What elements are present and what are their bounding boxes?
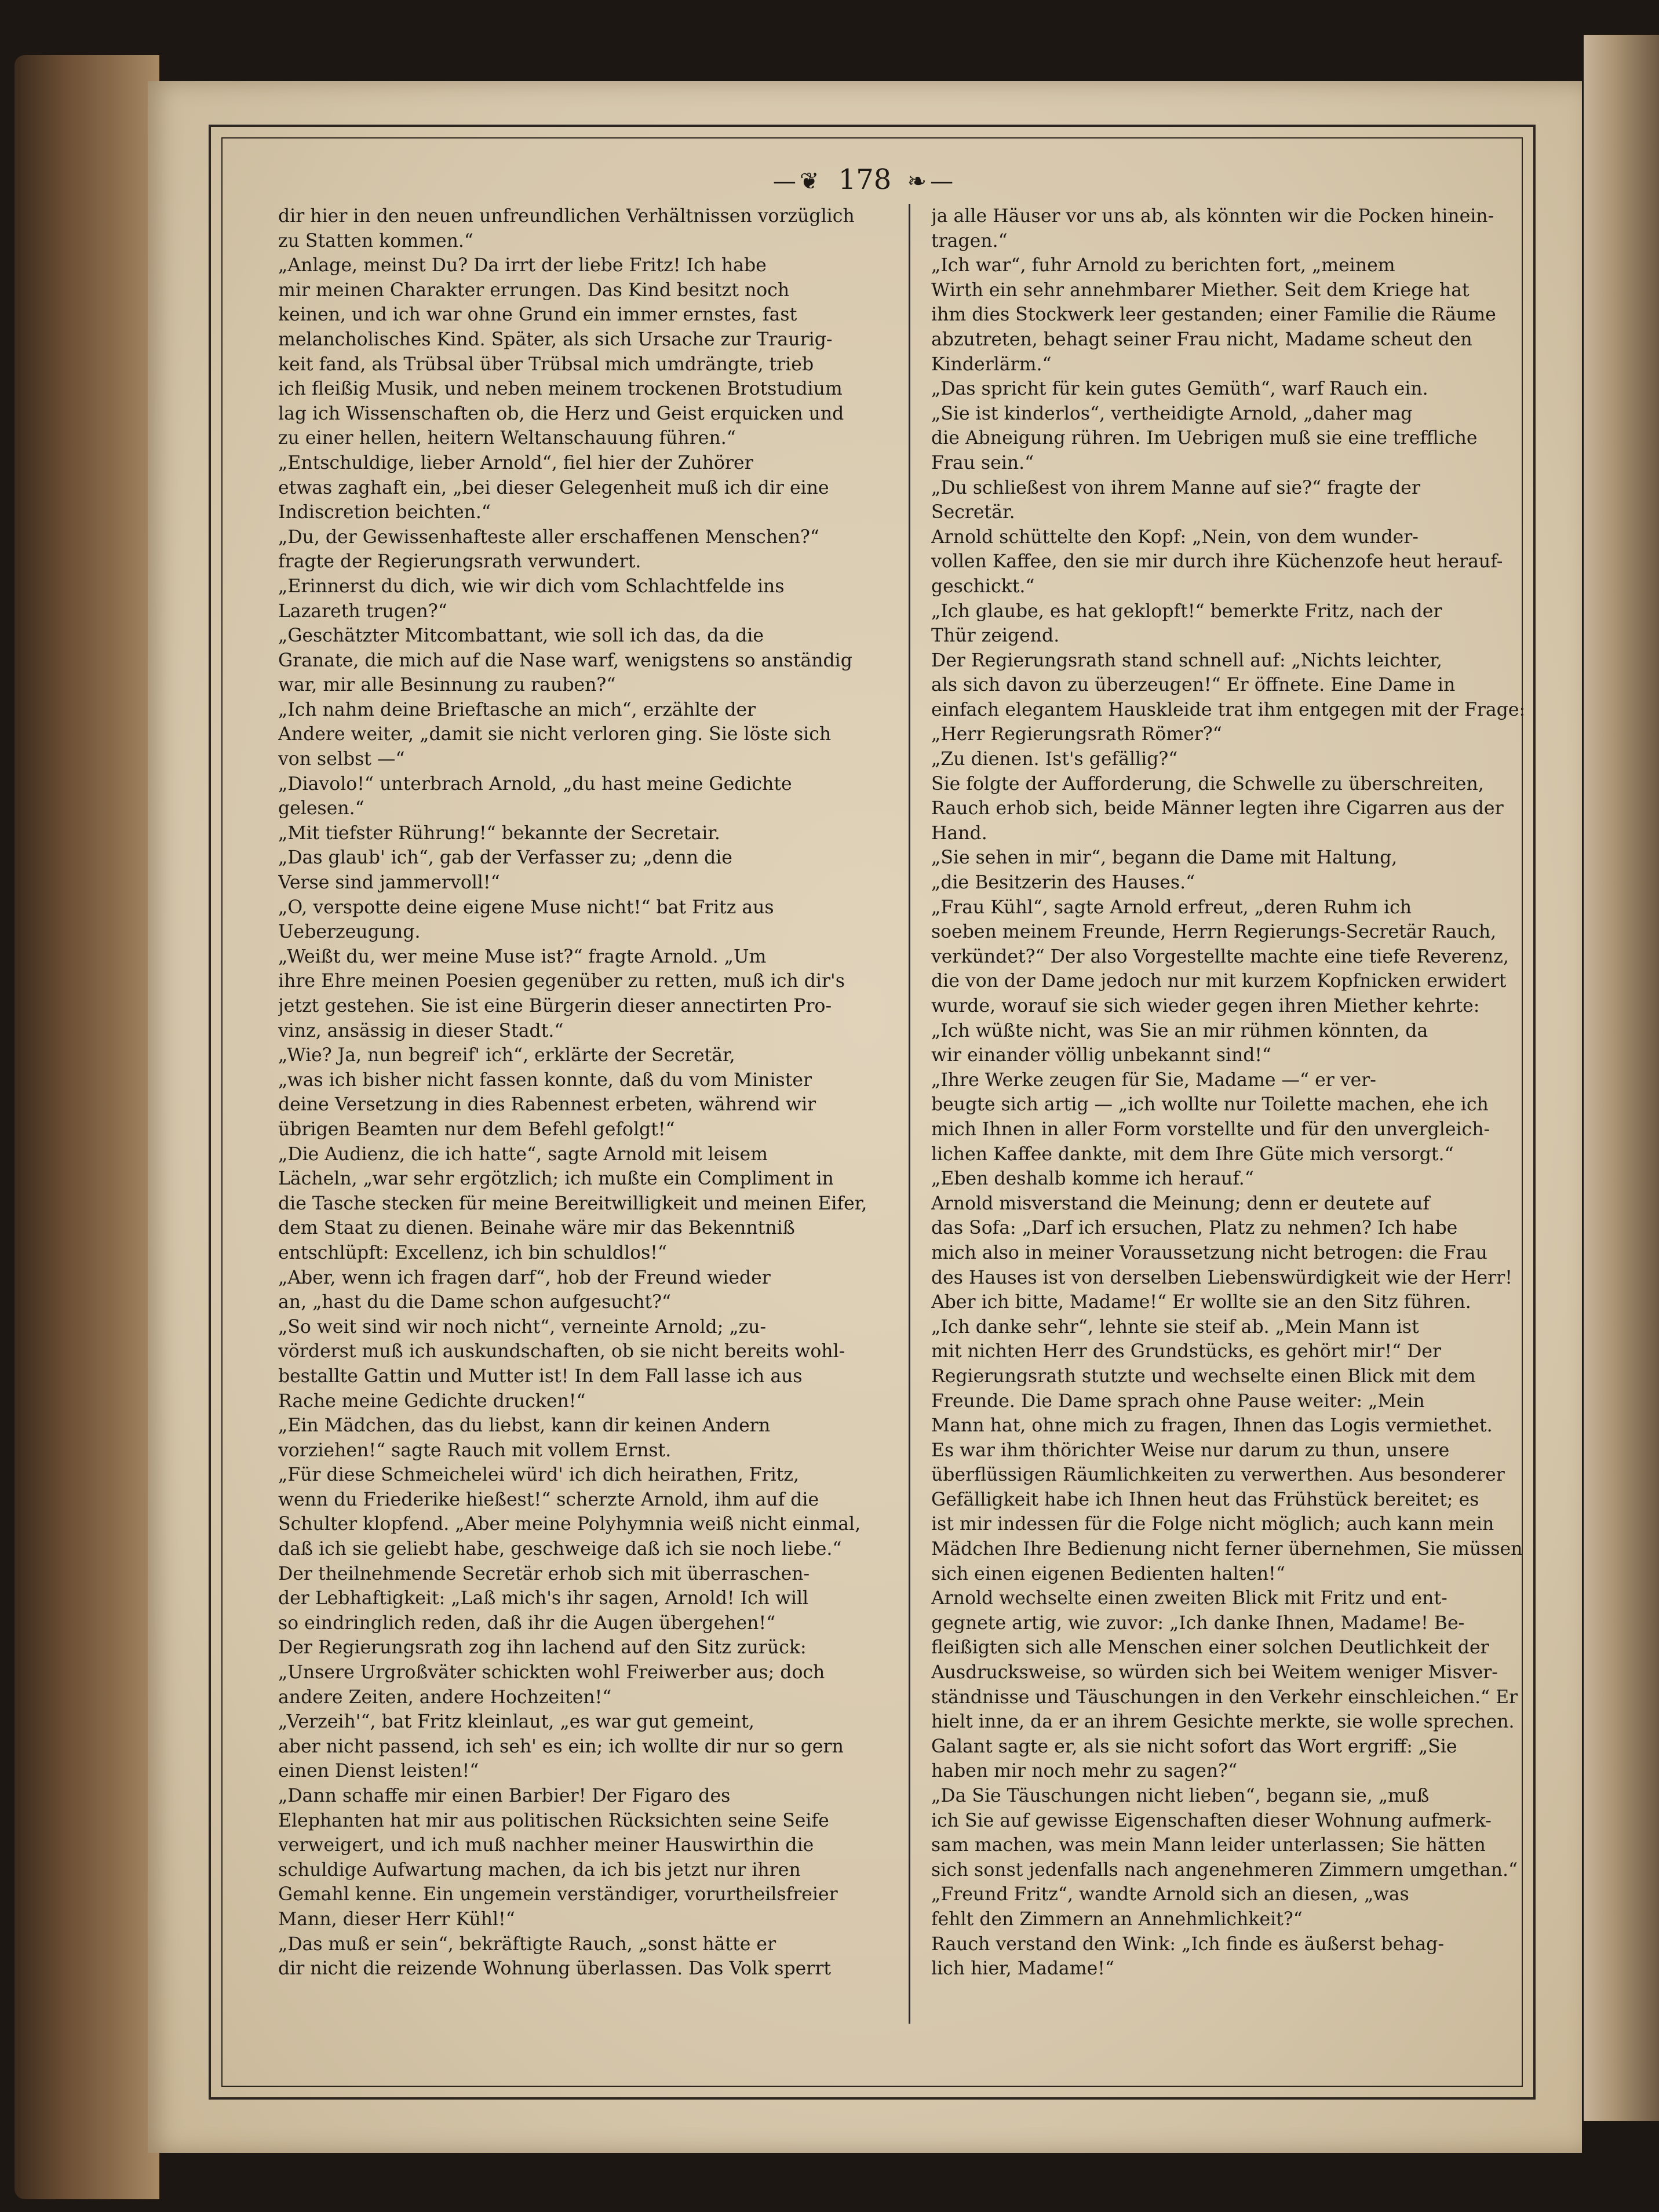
text-line: ja alle Häuser vor uns ab, als könnten wir die Pocken hinein- (931, 206, 1494, 227)
text-line: abzutreten, behagt seiner Frau nicht, Madame scheut den (931, 329, 1472, 350)
text-line: gelesen.“ (278, 798, 364, 819)
text-line: „Herr Regierungsrath Römer?“ (931, 724, 1222, 745)
text-line: andere Zeiten, andere Hochzeiten!“ (278, 1686, 612, 1708)
text-line: mir meinen Charakter errungen. Das Kind besitzt noch (278, 279, 790, 301)
text-line: Es war ihm thörichter Weise nur darum zu thun, unsere (931, 1440, 1450, 1461)
text-line: tragen.“ (931, 230, 1008, 252)
text-line: „Diavolo!“ unterbrach Arnold, „du hast meine Gedichte (278, 773, 792, 795)
text-line: Lächeln, „war sehr ergötzlich; ich mußte ein Compliment in (278, 1168, 834, 1190)
text-line: „Unsere Urgroßväter schickten wohl Freiwerber aus; doch (278, 1662, 825, 1683)
text-line: hielt inne, da er an ihrem Gesichte merkte, sie wolle sprechen. (931, 1711, 1515, 1733)
text-line: Hand. (931, 822, 987, 844)
text-line: Ausdrucksweise, so würden sich bei Weitem weniger Misver- (931, 1662, 1498, 1683)
text-line: ist mir indessen für die Folge nicht möglich; auch kann mein (931, 1514, 1494, 1535)
text-line: Der Regierungsrath zog ihn lachend auf den Sitz zurück: (278, 1637, 807, 1659)
text-line: „Das spricht für kein gutes Gemüth“, warf Rauch ein. (931, 378, 1428, 400)
text-line: melancholisches Kind. Später, als sich Ursache zur Traurig- (278, 329, 833, 350)
text-line: „Sie ist kinderlos“, vertheidigte Arnold, „daher mag (931, 403, 1413, 424)
text-line: der Lebhaftigkeit: „Laß mich's ihr sagen, Arnold! Ich will (278, 1588, 809, 1609)
text-line: Mädchen Ihre Bedienung nicht ferner übernehmen, Sie müssen (931, 1539, 1523, 1560)
text-line: Arnold wechselte einen zweiten Blick mit Fritz und ent- (931, 1588, 1447, 1609)
text-line: schuldige Aufwartung machen, da ich bis jetzt nur ihren (278, 1859, 801, 1881)
text-line: aber nicht passend, ich seh' es ein; ich wollte dir nur so gern (278, 1736, 844, 1757)
text-line: „Frau Kühl“, sagte Arnold erfreut, „deren Ruhm ich (931, 897, 1412, 918)
text-line: Andere weiter, „damit sie nicht verloren ging. Sie löste sich (278, 724, 832, 745)
text-line: „Ich danke sehr“, lehnte sie steif ab. „Mein Mann ist (931, 1316, 1419, 1338)
page-number: 178 (838, 163, 892, 196)
text-line: fragte der Regierungsrath verwundert. (278, 551, 641, 573)
text-line: Mann, dieser Herr Kühl!“ (278, 1908, 515, 1930)
text-line: Indiscretion beichten.“ (278, 502, 491, 523)
text-line: keit fand, als Trübsal über Trübsal mich umdrängte, trieb (278, 354, 814, 375)
text-line: Gemahl kenne. Ein ungemein verständiger, vorurtheilsfreier (278, 1884, 838, 1905)
book-edge-left (14, 55, 159, 2199)
text-line: „Aber, wenn ich fragen darf“, hob der Freund wieder (278, 1267, 771, 1288)
text-line: „Ihre Werke zeugen für Sie, Madame —“ er ver- (931, 1069, 1376, 1091)
text-line: wenn du Friederike hießest!“ scherzte Arnold, ihm auf die (278, 1489, 819, 1510)
text-line: lichen Kaffee dankte, mit dem Ihre Güte mich versorgt.“ (931, 1143, 1454, 1165)
text-line: Arnold schüttelte den Kopf: „Nein, von dem wunder- (931, 526, 1419, 548)
text-line: jetzt gestehen. Sie ist eine Bürgerin dieser annectirten Pro- (278, 996, 832, 1016)
text-line: keinen, und ich war ohne Grund ein immer ernstes, fast (278, 304, 797, 326)
page-header (148, 162, 1582, 199)
text-line: „Ich glaube, es hat geklopft!“ bemerkte Fritz, nach der (931, 600, 1442, 622)
text-line: Rauch erhob sich, beide Männer legten ihre Cigarren aus der (931, 798, 1504, 819)
text-line: „Entschuldige, lieber Arnold“, fiel hier der Zuhörer (278, 452, 753, 473)
text-line: „Ich wüßte nicht, was Sie an mir rühmen könnten, da (931, 1020, 1428, 1041)
text-column-left (278, 204, 888, 2012)
text-line: „Dann schaffe mir einen Barbier! Der Figaro des (278, 1785, 731, 1806)
text-line: Verse sind jammervoll!“ (278, 872, 500, 894)
text-line: dem Staat zu dienen. Beinahe wäre mir das Bekenntniß (278, 1218, 795, 1239)
text-line: mich also in meiner Voraussetzung nicht betrogen: die Frau (931, 1242, 1487, 1263)
text-line: sam machen, was mein Mann leider unterlassen; Sie hätten (931, 1835, 1486, 1856)
text-line: die Abneigung rühren. Im Uebrigen muß sie eine treffliche (931, 428, 1478, 449)
text-line: daß ich sie geliebt habe, geschweige daß ich sie noch liebe.“ (278, 1539, 842, 1560)
text-line: „Ich war“, fuhr Arnold zu berichten fort, „meinem (931, 255, 1395, 276)
text-line: Granate, die mich auf die Nase warf, wenigstens so anständig (278, 650, 852, 671)
text-line: „Sie sehen in mir“, begann die Dame mit Haltung, (931, 847, 1398, 869)
text-line: Rauch verstand den Wink: „Ich finde es äußerst behag- (931, 1933, 1444, 1955)
text-line: wurde, worauf sie sich wieder gegen ihren Miether kehrte: (931, 996, 1480, 1016)
text-line: „Da Sie Täuschungen nicht lieben“, begann sie, „muß (931, 1785, 1430, 1806)
text-line: „Das glaub' ich“, gab der Verfasser zu; „denn die (278, 847, 732, 869)
text-line: das Sofa: „Darf ich ersuchen, Platz zu nehmen? Ich habe (931, 1218, 1458, 1239)
text-line: so eindringlich reden, daß ihr die Augen übergehen!“ (278, 1612, 776, 1634)
text-line: „Mit tiefster Rührung!“ bekannte der Secretair. (278, 822, 720, 844)
text-line: mit nichten Herr des Grundstücks, es gehört mir!“ Der (931, 1341, 1442, 1362)
text-line: Regierungsrath stutzte und wechselte einen Blick mit dem (931, 1365, 1476, 1387)
text-line: etwas zaghaft ein, „bei dieser Gelegenheit muß ich dir eine (278, 477, 829, 498)
text-line: zu einer hellen, heitern Weltanschauung führen.“ (278, 428, 736, 449)
text-line: wir einander völlig unbekannt sind!“ (931, 1045, 1272, 1066)
header-ornament-left: —❦ (772, 168, 823, 195)
text-line: Secretär. (931, 502, 1015, 523)
text-line: „O, verspotte deine eigene Muse nicht!“ bat Fritz aus (278, 897, 774, 918)
text-line: vorziehen!“ sagte Rauch mit vollem Ernst. (278, 1440, 672, 1461)
text-line: verweigert, und ich muß nachher meiner Hauswirthin die (278, 1835, 814, 1856)
text-line: die von der Dame jedoch nur mit kurzem Kopfnicken erwidert (931, 971, 1507, 992)
text-line: von selbst —“ (278, 749, 405, 770)
text-line: beugte sich artig — „ich wollte nur Toilette machen, ehe ich (931, 1094, 1489, 1116)
text-line: mich Ihnen in aller Form vorstellte und für den unvergleich- (931, 1118, 1490, 1140)
text-line: „Zu dienen. Ist's gefällig?“ (931, 749, 1178, 770)
text-line: gegnete artig, wie zuvor: „Ich danke Ihnen, Madame! Be- (931, 1612, 1465, 1634)
text-line: die Tasche stecken für meine Bereitwilligkeit und meinen Eifer, (278, 1193, 867, 1214)
text-line: sich einen eigenen Bedienten halten!“ (931, 1563, 1285, 1584)
text-line: soeben meinem Freunde, Herrn Regierungs-Secretär Rauch, (931, 921, 1497, 943)
book-edge-right (1584, 35, 1659, 2121)
text-line: „was ich bisher nicht fassen konnte, daß du vom Minister (278, 1069, 812, 1091)
book-page (148, 81, 1582, 2153)
text-line: lag ich Wissenschaften ob, die Herz und Geist erquicken und (278, 403, 844, 424)
text-line: ihm dies Stockwerk leer gestanden; einer Familie die Räume (931, 304, 1496, 326)
text-line: „Eben deshalb komme ich herauf.“ (931, 1168, 1254, 1190)
text-line: vörderst muß ich auskundschaften, ob sie nicht bereits wohl- (278, 1341, 845, 1362)
text-line: als sich davon zu überzeugen!“ Er öffnete. Eine Dame in (931, 675, 1456, 696)
text-line: ihre Ehre meinen Poesien gegenüber zu retten, muß ich dir's (278, 971, 845, 992)
text-line: Kinderlärm.“ (931, 354, 1052, 375)
text-line: deine Versetzung in dies Rabennest erbeten, während wir (278, 1094, 816, 1116)
text-line: „Das muß er sein“, bekräftigte Rauch, „sonst hätte er (278, 1933, 776, 1955)
text-line: fehlt den Zimmern an Annehmlichkeit?“ (931, 1908, 1303, 1930)
text-line: „Du, der Gewissenhafteste aller erschaffenen Menschen?“ (278, 526, 820, 548)
text-line: entschlüpft: Excellenz, ich bin schuldlos!“ (278, 1242, 668, 1263)
text-line: Aber ich bitte, Madame!“ Er wollte sie an den Sitz führen. (931, 1292, 1471, 1313)
text-line: einfach elegantem Hauskleide trat ihm entgegen mit der Frage: (931, 699, 1526, 720)
text-line: „Weißt du, wer meine Muse ist?“ fragte Arnold. „Um (278, 946, 767, 967)
text-line: Lazareth trugen?“ (278, 600, 447, 622)
text-line: „die Besitzerin des Hauses.“ (931, 872, 1195, 894)
text-line: verkündet?“ Der also Vorgestellte machte eine tiefe Reverenz, (931, 946, 1509, 967)
text-line: dir hier in den neuen unfreundlichen Verhältnissen vorzüglich (278, 206, 855, 227)
text-line: zu Statten kommen.“ (278, 230, 474, 252)
text-line: Elephanten hat mir aus politischen Rücksichten seine Seife (278, 1810, 829, 1831)
text-line: lich hier, Madame!“ (931, 1958, 1114, 1980)
text-line: ich Sie auf gewisse Eigenschaften dieser Wohnung aufmerk- (931, 1810, 1492, 1831)
text-line: Freunde. Die Dame sprach ohne Pause weiter: „Mein (931, 1390, 1425, 1412)
text-line: „Geschätzter Mitcombattant, wie soll ich das, da die (278, 625, 764, 647)
text-line: Frau sein.“ (931, 452, 1034, 473)
text-line: überflüssigen Räumlichkeiten zu verwerthen. Aus besonderer (931, 1464, 1505, 1486)
text-line: haben mir noch mehr zu sagen?“ (931, 1761, 1238, 1782)
text-line: einen Dienst leisten!“ (278, 1761, 479, 1782)
text-line: Ueberzeugung. (278, 921, 421, 943)
text-line: vollen Kaffee, den sie mir durch ihre Küchenzofe heut herauf- (931, 551, 1503, 573)
text-line: Der theilnehmende Secretär erhob sich mit überraschen- (278, 1563, 810, 1584)
text-line: „Verzeih'“, bat Fritz kleinlaut, „es war gut gemeint, (278, 1711, 754, 1733)
text-line: „Die Audienz, die ich hatte“, sagte Arnold mit leisem (278, 1143, 768, 1165)
header-ornament-right: ❧— (907, 168, 957, 195)
text-line: „Du schließest von ihrem Manne auf sie?“ fragte der (931, 477, 1421, 498)
text-line: Thür zeigend. (931, 625, 1060, 647)
text-line: übrigen Beamten nur dem Befehl gefolgt!“ (278, 1118, 675, 1140)
text-line: ich fleißig Musik, und neben meinem trockenen Brotstudium (278, 378, 843, 400)
text-line: bestallte Gattin und Mutter ist! In dem Fall lasse ich aus (278, 1365, 803, 1387)
text-line: vinz, ansässig in dieser Stadt.“ (278, 1020, 564, 1041)
text-line: Galant sagte er, als sie nicht sofort das Wort ergriff: „Sie (931, 1736, 1457, 1757)
text-line: war, mir alle Besinnung zu rauben?“ (278, 675, 616, 696)
text-line: „Ein Mädchen, das du liebst, kann dir keinen Andern (278, 1415, 771, 1437)
text-line: „Wie? Ja, nun begreif' ich“, erklärte der Secretär, (278, 1045, 735, 1066)
text-line: Sie folgte der Aufforderung, die Schwelle zu überschreiten, (931, 773, 1484, 795)
text-line: Wirth ein sehr annehmbarer Miether. Seit dem Kriege hat (931, 279, 1470, 301)
text-line: „Ich nahm deine Brieftasche an mich“, erzählte der (278, 699, 756, 720)
text-line: Arnold misverstand die Meinung; denn er deutete auf (931, 1193, 1430, 1214)
text-line: Der Regierungsrath stand schnell auf: „Nichts leichter, (931, 650, 1442, 671)
text-line: fleißigten sich alle Menschen einer solchen Deutlichkeit der (931, 1637, 1489, 1659)
text-line: des Hauses ist von derselben Liebenswürdigkeit wie der Herr! (931, 1267, 1512, 1288)
text-line: „Freund Fritz“, wandte Arnold sich an diesen, „was (931, 1884, 1409, 1905)
text-line: Rache meine Gedichte drucken!“ (278, 1390, 586, 1412)
text-line: „Für diese Schmeichelei würd' ich dich heirathen, Fritz, (278, 1464, 800, 1486)
text-line: geschickt.“ (931, 575, 1035, 597)
text-line: „Erinnerst du dich, wie wir dich vom Schlachtfelde ins (278, 575, 785, 597)
text-line: sich sonst jedenfalls nach angenehmeren Zimmern umgethan.“ (931, 1859, 1518, 1881)
text-line: dir nicht die reizende Wohnung überlassen. Das Volk sperrt (278, 1958, 832, 1980)
text-line: an, „hast du die Dame schon aufgesucht?“ (278, 1292, 672, 1313)
text-line: „Anlage, meinst Du? Da irrt der liebe Fritz! Ich habe (278, 255, 767, 276)
text-line: ständnisse und Täuschungen in den Verkehr einschleichen.“ Er (931, 1686, 1518, 1708)
text-line: Schulter klopfend. „Aber meine Polyhymnia weiß nicht einmal, (278, 1514, 861, 1535)
text-column-right (931, 204, 1527, 2012)
text-line: Gefälligkeit habe ich Ihnen heut das Frühstück bereitet; es (931, 1489, 1479, 1510)
text-line: „So weit sind wir noch nicht“, verneinte Arnold; „zu- (278, 1316, 767, 1338)
column-divider (909, 204, 910, 2024)
text-line: Mann hat, ohne mich zu fragen, Ihnen das Logis vermiethet. (931, 1415, 1493, 1437)
